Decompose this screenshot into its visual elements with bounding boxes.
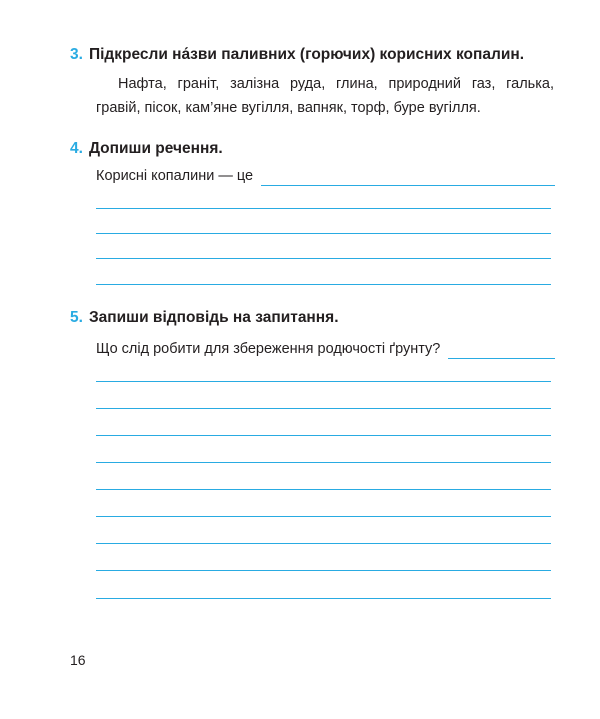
task-5-heading [70, 308, 555, 328]
task-3-title-row [70, 45, 555, 65]
task-4-answer-line-4[interactable] [96, 284, 551, 285]
task-4-answer-line[interactable] [261, 171, 555, 186]
task-4-prompt-row [96, 166, 555, 186]
task-3-word-list[interactable]: Нафта, граніт, залізна руда, глина, природний газ, галька, гравій, пісок, кам’яне вугілля, вапняк, торф, буре вугілля. [96, 76, 554, 116]
task-5-answer-line-3[interactable] [96, 435, 551, 436]
task-5-prompt-row [96, 339, 555, 359]
task-5-answer-line-6[interactable] [96, 516, 551, 517]
task-3-number: 3. [70, 46, 83, 63]
task-3-title: Підкресли на́зви паливних (горючих) корисних копалин. [88, 46, 525, 63]
task-3-heading [70, 45, 555, 65]
task-5-answer-line-7[interactable] [96, 543, 551, 544]
task-5-answer-line-9[interactable] [96, 598, 551, 599]
task-5-prompt: Що слід робити для збереження родючості ґрунту? [96, 341, 441, 357]
task-5-answer-line-8[interactable] [96, 570, 551, 571]
task-5-answer-line-5[interactable] [96, 489, 551, 490]
task-5-answer-line-2[interactable] [96, 408, 551, 409]
page-number: 16 [70, 652, 86, 668]
task-4-number: 4. [70, 140, 83, 157]
task-4-title-row [70, 139, 555, 159]
task-5-title: Запиши відповідь на запитання. [88, 309, 339, 326]
task-5-title-row [70, 308, 555, 328]
task-4-answer-line-3[interactable] [96, 258, 551, 259]
task-4-title: Допиши речення. [88, 140, 223, 157]
task-5-number: 5. [70, 309, 83, 326]
task-5-answer-line[interactable] [448, 344, 555, 359]
task-4-heading [70, 139, 555, 159]
task-4-answer-line-2[interactable] [96, 233, 551, 234]
task-5-answer-line-4[interactable] [96, 462, 551, 463]
task-4-answer-line-1[interactable] [96, 208, 551, 209]
task-5-answer-line-1[interactable] [96, 381, 551, 382]
task-4-prompt: Корисні копалини — це [96, 168, 254, 184]
